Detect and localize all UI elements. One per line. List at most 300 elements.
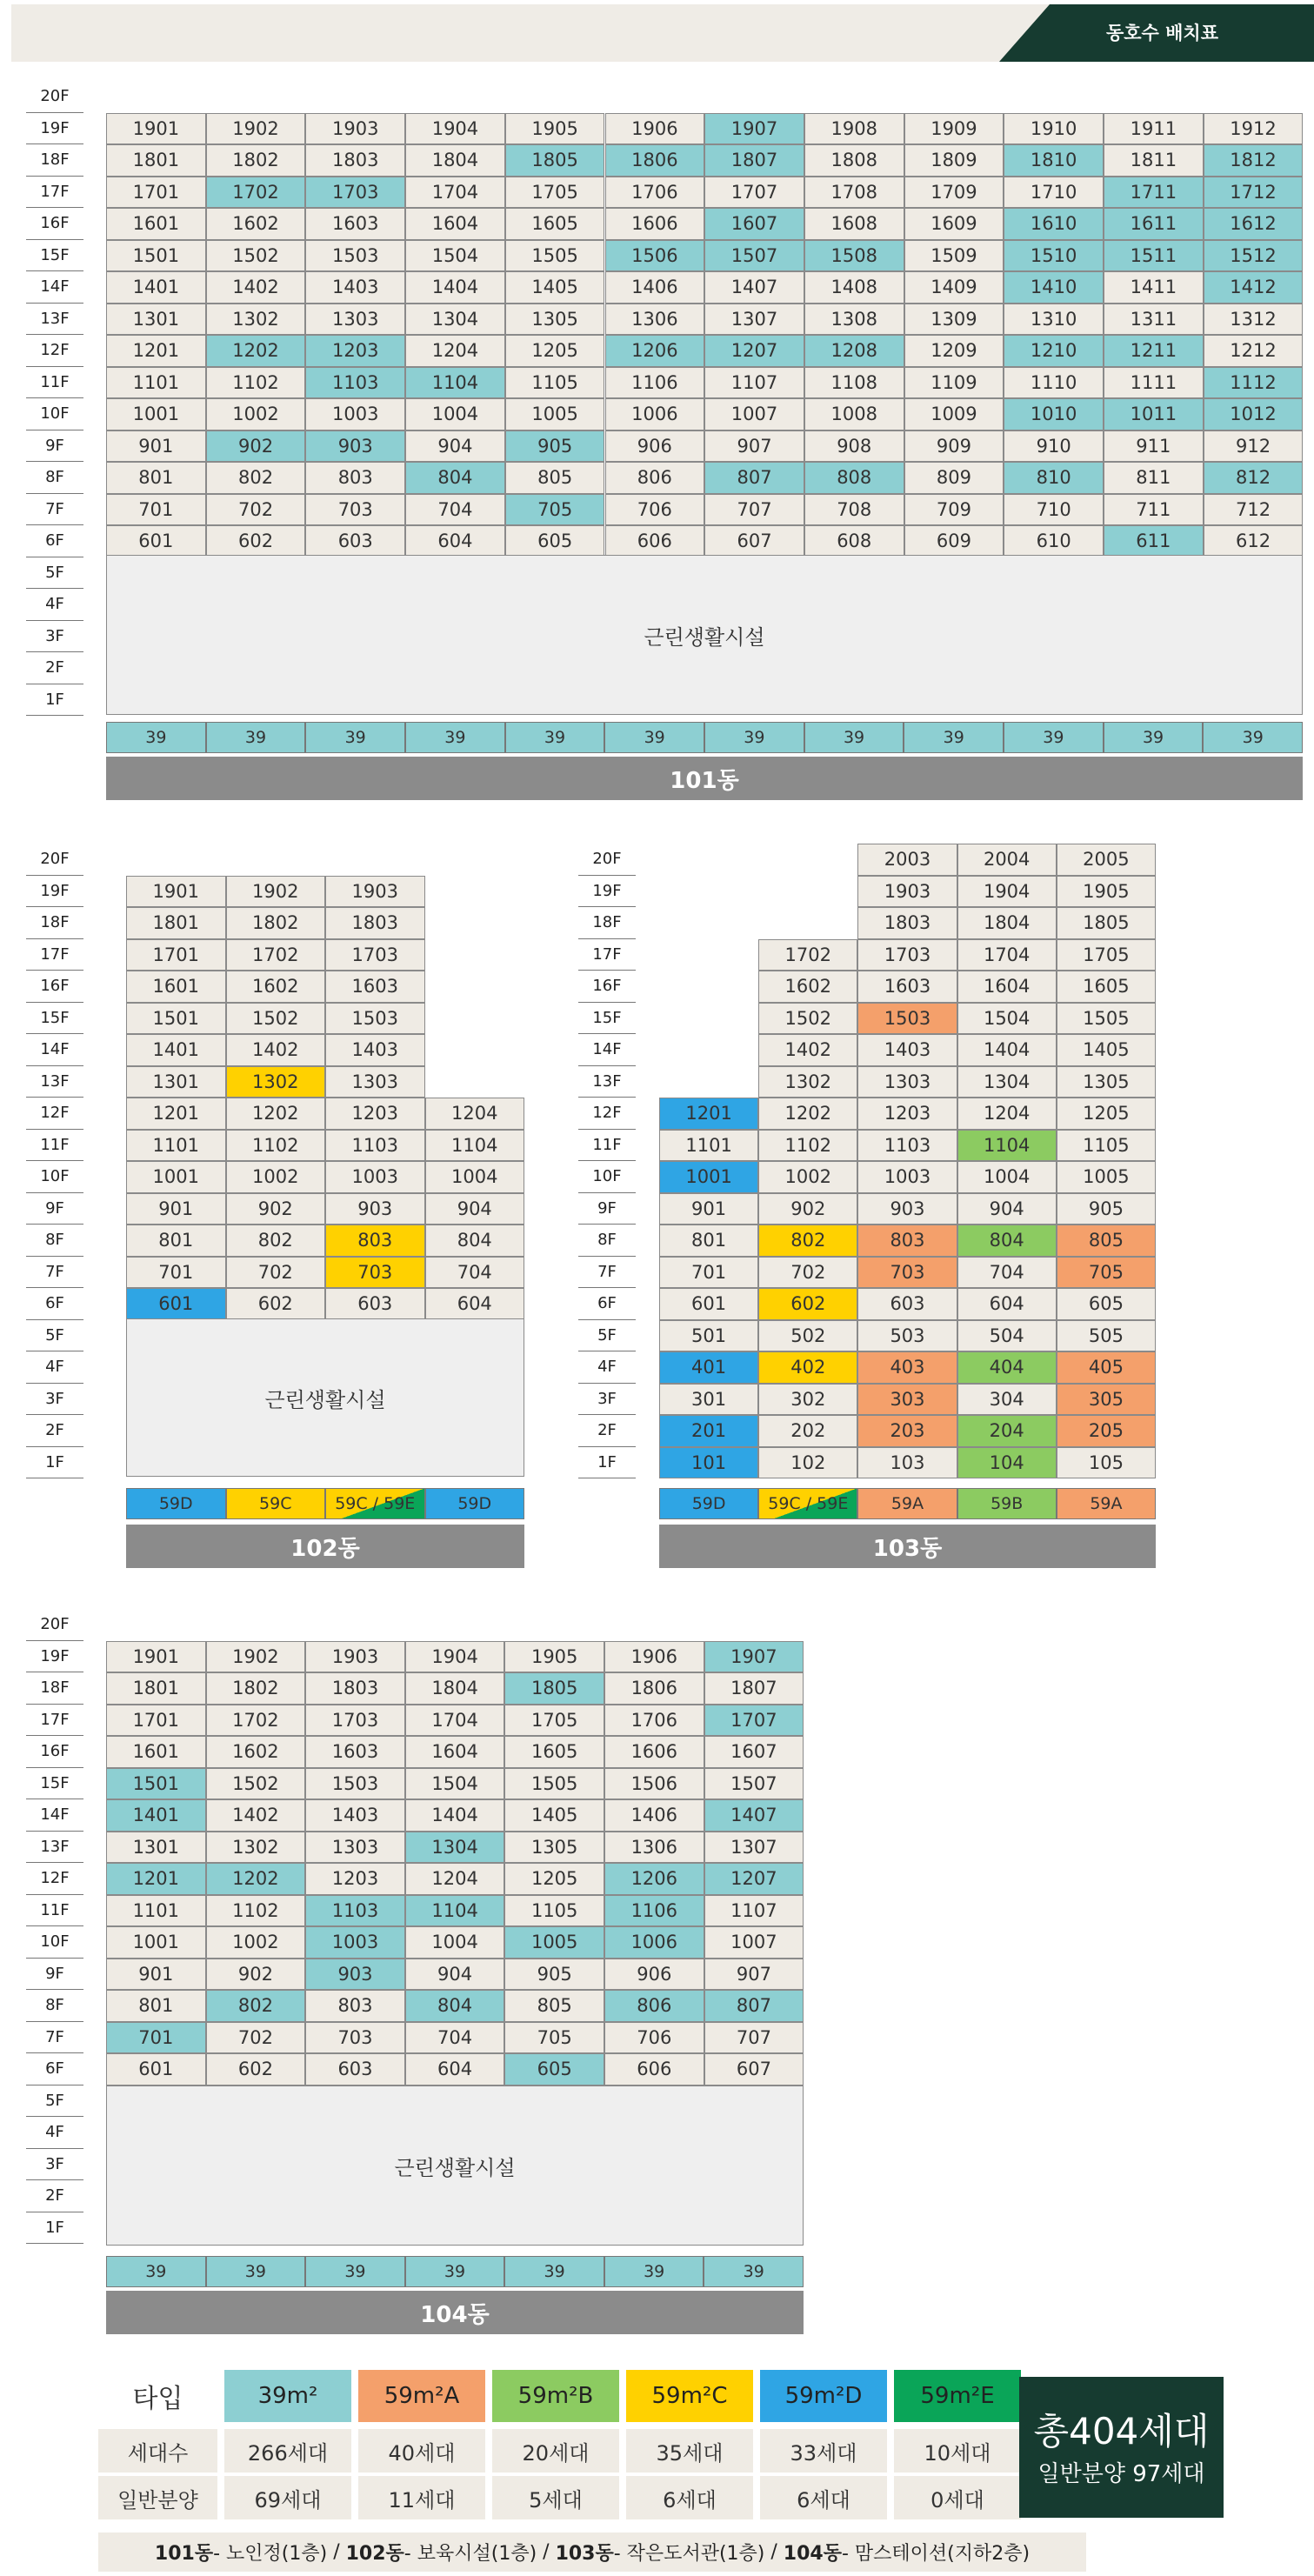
unit-cell: 1006 [604, 1926, 704, 1959]
unit-cell: 2004 [957, 844, 1057, 876]
floor-label: 18F [26, 1672, 83, 1705]
unit-cell: 1004 [957, 1161, 1057, 1193]
unit-cell: 1509 [904, 240, 1004, 272]
legend-type-39: 39m² [224, 2370, 351, 2422]
unit-cell: 605 [1057, 1288, 1156, 1320]
floor-label: 7F [26, 2022, 83, 2054]
floor-label: 3F [26, 2149, 83, 2181]
page-title: 동호수 배치표 [1105, 23, 1218, 43]
unit-cell: 1001 [106, 1926, 206, 1959]
floor-label: 17F [26, 939, 83, 971]
unit-cell: 1905 [505, 113, 605, 145]
unit-cell: 603 [305, 2053, 405, 2085]
unit-cell: 702 [206, 2022, 306, 2054]
unit-cell: 903 [325, 1193, 425, 1225]
type-cell: 59B [957, 1488, 1057, 1519]
unit-cell: 1605 [504, 1736, 604, 1768]
unit-cell: 808 [804, 462, 904, 494]
unit-cell: 1205 [1057, 1098, 1156, 1130]
unit-cell: 1404 [405, 1799, 505, 1832]
unit-cell: 809 [904, 462, 1004, 494]
unit-cell: 1903 [857, 876, 957, 908]
footer-b104: 104동 [783, 2543, 842, 2565]
unit-cell: 708 [804, 494, 904, 526]
unit-cell: 804 [957, 1225, 1057, 1257]
unit-cell: 1703 [857, 939, 957, 971]
unit-cell: 1104 [405, 1895, 505, 1927]
unit-cell: 906 [604, 1959, 704, 1991]
unit-cell: 810 [1004, 462, 1104, 494]
unit-cell: 1305 [504, 1832, 604, 1864]
floor-label: 16F [578, 971, 636, 1003]
type-cell: 39 [704, 2256, 804, 2287]
unit-cell: 1502 [206, 1768, 306, 1800]
unit-cell: 1212 [1204, 335, 1304, 367]
unit-cell: 1805 [505, 144, 605, 177]
floor-label: 20F [578, 844, 636, 876]
type-cell: 39 [305, 722, 405, 753]
type-strip [659, 1488, 1156, 1519]
unit-cell: 807 [704, 1990, 804, 2022]
floor-label: 10F [578, 1161, 636, 1193]
unit-cell: 1308 [804, 304, 904, 336]
floor-label: 14F [26, 1034, 83, 1066]
unit-cell: 703 [305, 2022, 405, 2054]
legend-general-value: 5세대 [492, 2476, 619, 2519]
legend-type-label: 타입 [132, 2384, 183, 2414]
unit-cell: 1302 [206, 1832, 306, 1864]
legend-households-value: 35세대 [626, 2429, 753, 2473]
unit-cell: 1010 [1004, 398, 1104, 430]
unit-cell: 1103 [857, 1130, 957, 1162]
floor-label: 18F [26, 907, 83, 939]
unit-cell: 606 [604, 2053, 704, 2085]
unit-cell: 803 [305, 1990, 405, 2022]
unit-cell: 1602 [206, 208, 306, 240]
unit-cell: 1006 [605, 398, 705, 430]
unit-cell: 1408 [804, 271, 904, 304]
unit-cell: 1907 [704, 1641, 804, 1673]
unit-cell: 1301 [106, 304, 206, 336]
unit-cell: 1610 [1004, 208, 1104, 240]
unit-cell: 1403 [305, 1799, 405, 1832]
unit-cell: 1908 [804, 113, 904, 145]
unit-cell: 302 [758, 1384, 857, 1416]
unit-cell: 1901 [126, 876, 226, 908]
unit-cell: 604 [957, 1288, 1057, 1320]
unit-cell: 1105 [1057, 1130, 1156, 1162]
unit-cell: 602 [206, 2053, 306, 2085]
unit-cell: 1412 [1204, 271, 1304, 304]
unit-cell: 1409 [904, 271, 1004, 304]
unit-cell: 1503 [305, 1768, 405, 1800]
unit-cell: 903 [305, 430, 405, 463]
unit-cell: 1201 [106, 335, 206, 367]
unit-cell: 902 [226, 1193, 326, 1225]
legend-general-label: 일반분양 [98, 2476, 217, 2519]
building-104-chart [26, 1609, 809, 2339]
floor-label: 13F [26, 1066, 83, 1098]
unit-cell: 1604 [405, 1736, 505, 1768]
unit-cell: 1102 [206, 1895, 306, 1927]
unit-cell: 801 [659, 1225, 758, 1257]
unit-cell: 1707 [704, 177, 804, 209]
unit-cell: 1206 [605, 335, 705, 367]
unit-cell: 703 [305, 494, 405, 526]
unit-cell: 1603 [305, 208, 405, 240]
unit-cell: 704 [957, 1257, 1057, 1289]
unit-cell: 104 [957, 1447, 1057, 1479]
unit-cell: 1211 [1104, 335, 1204, 367]
floor-label: 18F [26, 144, 83, 177]
unit-cell: 1202 [758, 1098, 857, 1130]
unit-cell: 1402 [758, 1034, 857, 1066]
unit-cell: 1407 [704, 1799, 804, 1832]
unit-cell: 1711 [1104, 177, 1204, 209]
unit-cell: 1103 [325, 1130, 425, 1162]
floor-label: 11F [26, 367, 83, 399]
unit-cell: 1304 [405, 1832, 505, 1864]
floor-label: 10F [26, 1161, 83, 1193]
unit-cell: 1804 [957, 907, 1057, 939]
unit-cell: 902 [206, 430, 306, 463]
unit-cell: 1702 [206, 1705, 306, 1737]
floor-label: 3F [26, 1384, 83, 1416]
unit-cell: 602 [206, 525, 306, 557]
floor-label: 14F [26, 1799, 83, 1832]
unit-cell: 1001 [659, 1161, 758, 1193]
unit-cell: 603 [305, 525, 405, 557]
unit-cell: 705 [1057, 1257, 1156, 1289]
unit-cell: 1802 [226, 907, 326, 939]
unit-cell: 701 [659, 1257, 758, 1289]
unit-cell: 1505 [505, 240, 605, 272]
unit-cell: 1501 [106, 240, 206, 272]
floor-label: 1F [26, 684, 83, 717]
floor-label: 11F [26, 1895, 83, 1927]
floor-label: 1F [26, 1447, 83, 1479]
unit-cell: 1601 [106, 208, 206, 240]
footer-b101: 101동 [154, 2543, 214, 2565]
unit-cell: 1704 [405, 177, 505, 209]
unit-cell: 705 [504, 2022, 604, 2054]
unit-cell: 1607 [704, 208, 804, 240]
floor-label: 3F [26, 621, 83, 653]
unit-cell: 1904 [405, 1641, 505, 1673]
header-bar [11, 4, 1314, 62]
total-general: 일반분양 97세대 [1037, 2460, 1205, 2487]
unit-cell: 1007 [704, 398, 804, 430]
unit-cell: 1401 [106, 271, 206, 304]
unit-cell: 1003 [305, 398, 405, 430]
type-cell: 59D [126, 1488, 226, 1519]
floor-label: 12F [578, 1098, 636, 1130]
unit-cell: 807 [704, 462, 804, 494]
unit-cell: 1804 [405, 144, 505, 177]
unit-cell: 1301 [106, 1832, 206, 1864]
unit-cell: 1305 [1057, 1066, 1156, 1098]
unit-cell: 1912 [1204, 113, 1304, 145]
unit-cell: 1812 [1204, 144, 1304, 177]
unit-cell: 1001 [126, 1161, 226, 1193]
floor-label: 6F [26, 525, 83, 557]
unit-cell: 1801 [106, 1672, 206, 1705]
unit-cell: 707 [704, 2022, 804, 2054]
unit-cell: 1406 [604, 1799, 704, 1832]
unit-cell: 1802 [206, 1672, 306, 1705]
floor-label: 15F [26, 1003, 83, 1035]
retail-area: 근린생활시설 [126, 1318, 524, 1477]
unit-cell: 1005 [505, 398, 605, 430]
unit-cell: 1302 [758, 1066, 857, 1098]
facility-footer [98, 2533, 1086, 2572]
unit-cell: 1101 [659, 1130, 758, 1162]
unit-cell: 1808 [804, 144, 904, 177]
floor-label: 6F [578, 1288, 636, 1320]
unit-cell: 1506 [604, 1768, 704, 1800]
unit-cell: 602 [758, 1288, 857, 1320]
unit-cell: 1207 [704, 335, 804, 367]
unit-cell: 705 [505, 494, 605, 526]
unit-cell: 903 [857, 1193, 957, 1225]
total-households-box [1019, 2377, 1224, 2518]
unit-cell: 706 [605, 494, 705, 526]
unit-cell: 1111 [1104, 367, 1204, 399]
unit-cell: 1209 [904, 335, 1004, 367]
unit-cell: 1106 [604, 1895, 704, 1927]
unit-cell: 1710 [1004, 177, 1104, 209]
legend-type-59c: 59m²C [626, 2370, 753, 2422]
unit-cell: 1909 [904, 113, 1004, 145]
unit-cell: 1404 [957, 1034, 1057, 1066]
unit-cell: 1101 [106, 1895, 206, 1927]
floor-label: 4F [26, 1351, 83, 1384]
unit-cell: 901 [126, 1193, 226, 1225]
type-cell: 39 [106, 2256, 206, 2287]
unit-cell: 1105 [504, 1895, 604, 1927]
unit-cell: 1801 [126, 907, 226, 939]
unit-cell: 609 [904, 525, 1004, 557]
unit-cell: 1708 [804, 177, 904, 209]
unit-cell: 1401 [126, 1034, 226, 1066]
unit-cell: 201 [659, 1415, 758, 1447]
unit-cell: 604 [405, 2053, 505, 2085]
unit-cell: 1102 [758, 1130, 857, 1162]
unit-cell: 601 [126, 1288, 226, 1320]
building-102-chart [26, 844, 548, 1574]
unit-cell: 1405 [1057, 1034, 1156, 1066]
unit-cell: 1504 [405, 240, 505, 272]
unit-cell: 1810 [1004, 144, 1104, 177]
floor-label: 10F [26, 1926, 83, 1959]
floor-label: 5F [578, 1320, 636, 1352]
unit-cell: 805 [505, 462, 605, 494]
unit-cell: 1004 [405, 1926, 505, 1959]
legend-households-value: 40세대 [358, 2429, 485, 2473]
unit-cell: 901 [106, 430, 206, 463]
unit-cell: 504 [957, 1320, 1057, 1352]
unit-cell: 1609 [904, 208, 1004, 240]
unit-cell: 1405 [505, 271, 605, 304]
floor-label: 5F [26, 557, 83, 590]
type-strip [126, 1488, 524, 1519]
unit-cell: 712 [1204, 494, 1304, 526]
type-cell: 39 [1203, 722, 1303, 753]
unit-cell: 1110 [1004, 367, 1104, 399]
unit-cell: 702 [226, 1257, 326, 1289]
floor-label: 6F [26, 2053, 83, 2085]
unit-cell: 709 [904, 494, 1004, 526]
unit-cell: 602 [226, 1288, 326, 1320]
type-cell: 59A [1057, 1488, 1156, 1519]
floor-label: 16F [26, 208, 83, 240]
unit-cell: 902 [206, 1959, 306, 1991]
floor-label: 11F [578, 1130, 636, 1162]
unit-cell: 1702 [758, 939, 857, 971]
building-103-chart [578, 844, 1170, 1574]
floor-label: 19F [26, 876, 83, 908]
unit-cell: 1307 [704, 1832, 804, 1864]
type-cell: 39 [106, 722, 206, 753]
unit-cell: 105 [1057, 1447, 1156, 1479]
type-cell: 39 [505, 722, 605, 753]
unit-cell: 1202 [206, 1863, 306, 1895]
floor-label: 9F [26, 1959, 83, 1991]
unit-cell: 1503 [325, 1003, 425, 1035]
unit-cell: 1312 [1204, 304, 1304, 336]
unit-cell: 1304 [957, 1066, 1057, 1098]
unit-cell: 704 [405, 494, 505, 526]
unit-cell: 905 [504, 1959, 604, 1991]
legend-type-59a: 59m²A [358, 2370, 485, 2422]
unit-cell: 611 [1104, 525, 1204, 557]
unit-cell: 1701 [106, 177, 206, 209]
unit-cell: 906 [605, 430, 705, 463]
unit-cell: 102 [758, 1447, 857, 1479]
unit-cell: 607 [704, 2053, 804, 2085]
unit-cell: 1906 [604, 1641, 704, 1673]
unit-cell: 1208 [804, 335, 904, 367]
unit-cell: 502 [758, 1320, 857, 1352]
unit-cell: 1304 [405, 304, 505, 336]
unit-cell: 1705 [504, 1705, 604, 1737]
unit-cell: 1004 [425, 1161, 525, 1193]
footer-sep: / [764, 2541, 784, 2563]
unit-cell: 305 [1057, 1384, 1156, 1416]
unit-cell: 1104 [405, 367, 505, 399]
unit-cell: 1002 [758, 1161, 857, 1193]
unit-cell: 1005 [1057, 1161, 1156, 1193]
floor-label: 15F [578, 1003, 636, 1035]
unit-cell: 403 [857, 1351, 957, 1384]
unit-cell: 103 [857, 1447, 957, 1479]
type-cell: 59D [659, 1488, 758, 1519]
unit-cell: 1403 [857, 1034, 957, 1066]
unit-cell: 1106 [605, 367, 705, 399]
floor-label: 8F [26, 1225, 83, 1257]
unit-cell: 1012 [1204, 398, 1304, 430]
unit-cell: 1102 [206, 367, 306, 399]
building-101-chart [26, 81, 1304, 811]
type-cell: 39 [405, 2256, 505, 2287]
unit-cell: 1607 [704, 1736, 804, 1768]
unit-cell: 1704 [405, 1705, 505, 1737]
unit-cell: 1503 [305, 240, 405, 272]
unit-cell: 1207 [704, 1863, 804, 1895]
unit-cell: 1302 [206, 304, 306, 336]
footer-b103: 103동 [555, 2543, 614, 2565]
unit-cell: 1203 [305, 335, 405, 367]
floor-label: 19F [578, 876, 636, 908]
unit-cell: 909 [904, 430, 1004, 463]
unit-cell: 1008 [804, 398, 904, 430]
floor-label: 3F [578, 1384, 636, 1416]
unit-cell: 802 [758, 1225, 857, 1257]
unit-cell: 1511 [1104, 240, 1204, 272]
unit-cell: 1305 [505, 304, 605, 336]
unit-cell: 1407 [704, 271, 804, 304]
unit-cell: 1703 [305, 177, 405, 209]
unit-cell: 1608 [804, 208, 904, 240]
unit-cell: 304 [957, 1384, 1057, 1416]
floor-label: 12F [26, 1098, 83, 1130]
floor-label: 4F [26, 2117, 83, 2149]
unit-cell: 1201 [126, 1098, 226, 1130]
unit-cell: 612 [1204, 525, 1304, 557]
unit-cell: 2005 [1057, 844, 1156, 876]
unit-cell: 1605 [1057, 971, 1156, 1003]
legend-households-value: 10세대 [894, 2429, 1021, 2473]
unit-cell: 503 [857, 1320, 957, 1352]
unit-cell: 1101 [106, 367, 206, 399]
unit-cell: 1003 [857, 1161, 957, 1193]
unit-cell: 904 [405, 430, 505, 463]
floor-label: 7F [578, 1257, 636, 1289]
unit-cell: 911 [1104, 430, 1204, 463]
unit-cell: 1507 [704, 1768, 804, 1800]
unit-cell: 1103 [305, 367, 405, 399]
floor-label: 18F [578, 907, 636, 939]
floor-label: 8F [26, 1990, 83, 2022]
unit-cell: 806 [604, 1990, 704, 2022]
floor-label: 4F [26, 589, 83, 621]
unit-cell: 901 [106, 1959, 206, 1991]
unit-cell: 1103 [305, 1895, 405, 1927]
unit-cell: 1803 [305, 144, 405, 177]
unit-cell: 804 [405, 1990, 505, 2022]
floor-label: 1F [26, 2212, 83, 2245]
unit-cell: 1306 [604, 1832, 704, 1864]
type-cell: 59D [425, 1488, 525, 1519]
legend-general-value: 0세대 [894, 2476, 1021, 2519]
unit-cell: 604 [405, 525, 505, 557]
floor-label: 15F [26, 1768, 83, 1800]
unit-cell: 1101 [126, 1130, 226, 1162]
unit-cell: 1905 [1057, 876, 1156, 908]
total-households: 총404세대 [1033, 2409, 1210, 2453]
unit-cell: 205 [1057, 1415, 1156, 1447]
unit-cell: 701 [106, 494, 206, 526]
unit-cell: 703 [857, 1257, 957, 1289]
unit-cell: 707 [704, 494, 804, 526]
unit-cell: 1206 [604, 1863, 704, 1895]
unit-cell: 1904 [405, 113, 505, 145]
type-cell: 39 [1104, 722, 1204, 753]
legend-general-value: 11세대 [358, 2476, 485, 2519]
building-label: 102동 [126, 1525, 524, 1568]
unit-cell: 1201 [106, 1863, 206, 1895]
unit-cell: 1806 [604, 1672, 704, 1705]
